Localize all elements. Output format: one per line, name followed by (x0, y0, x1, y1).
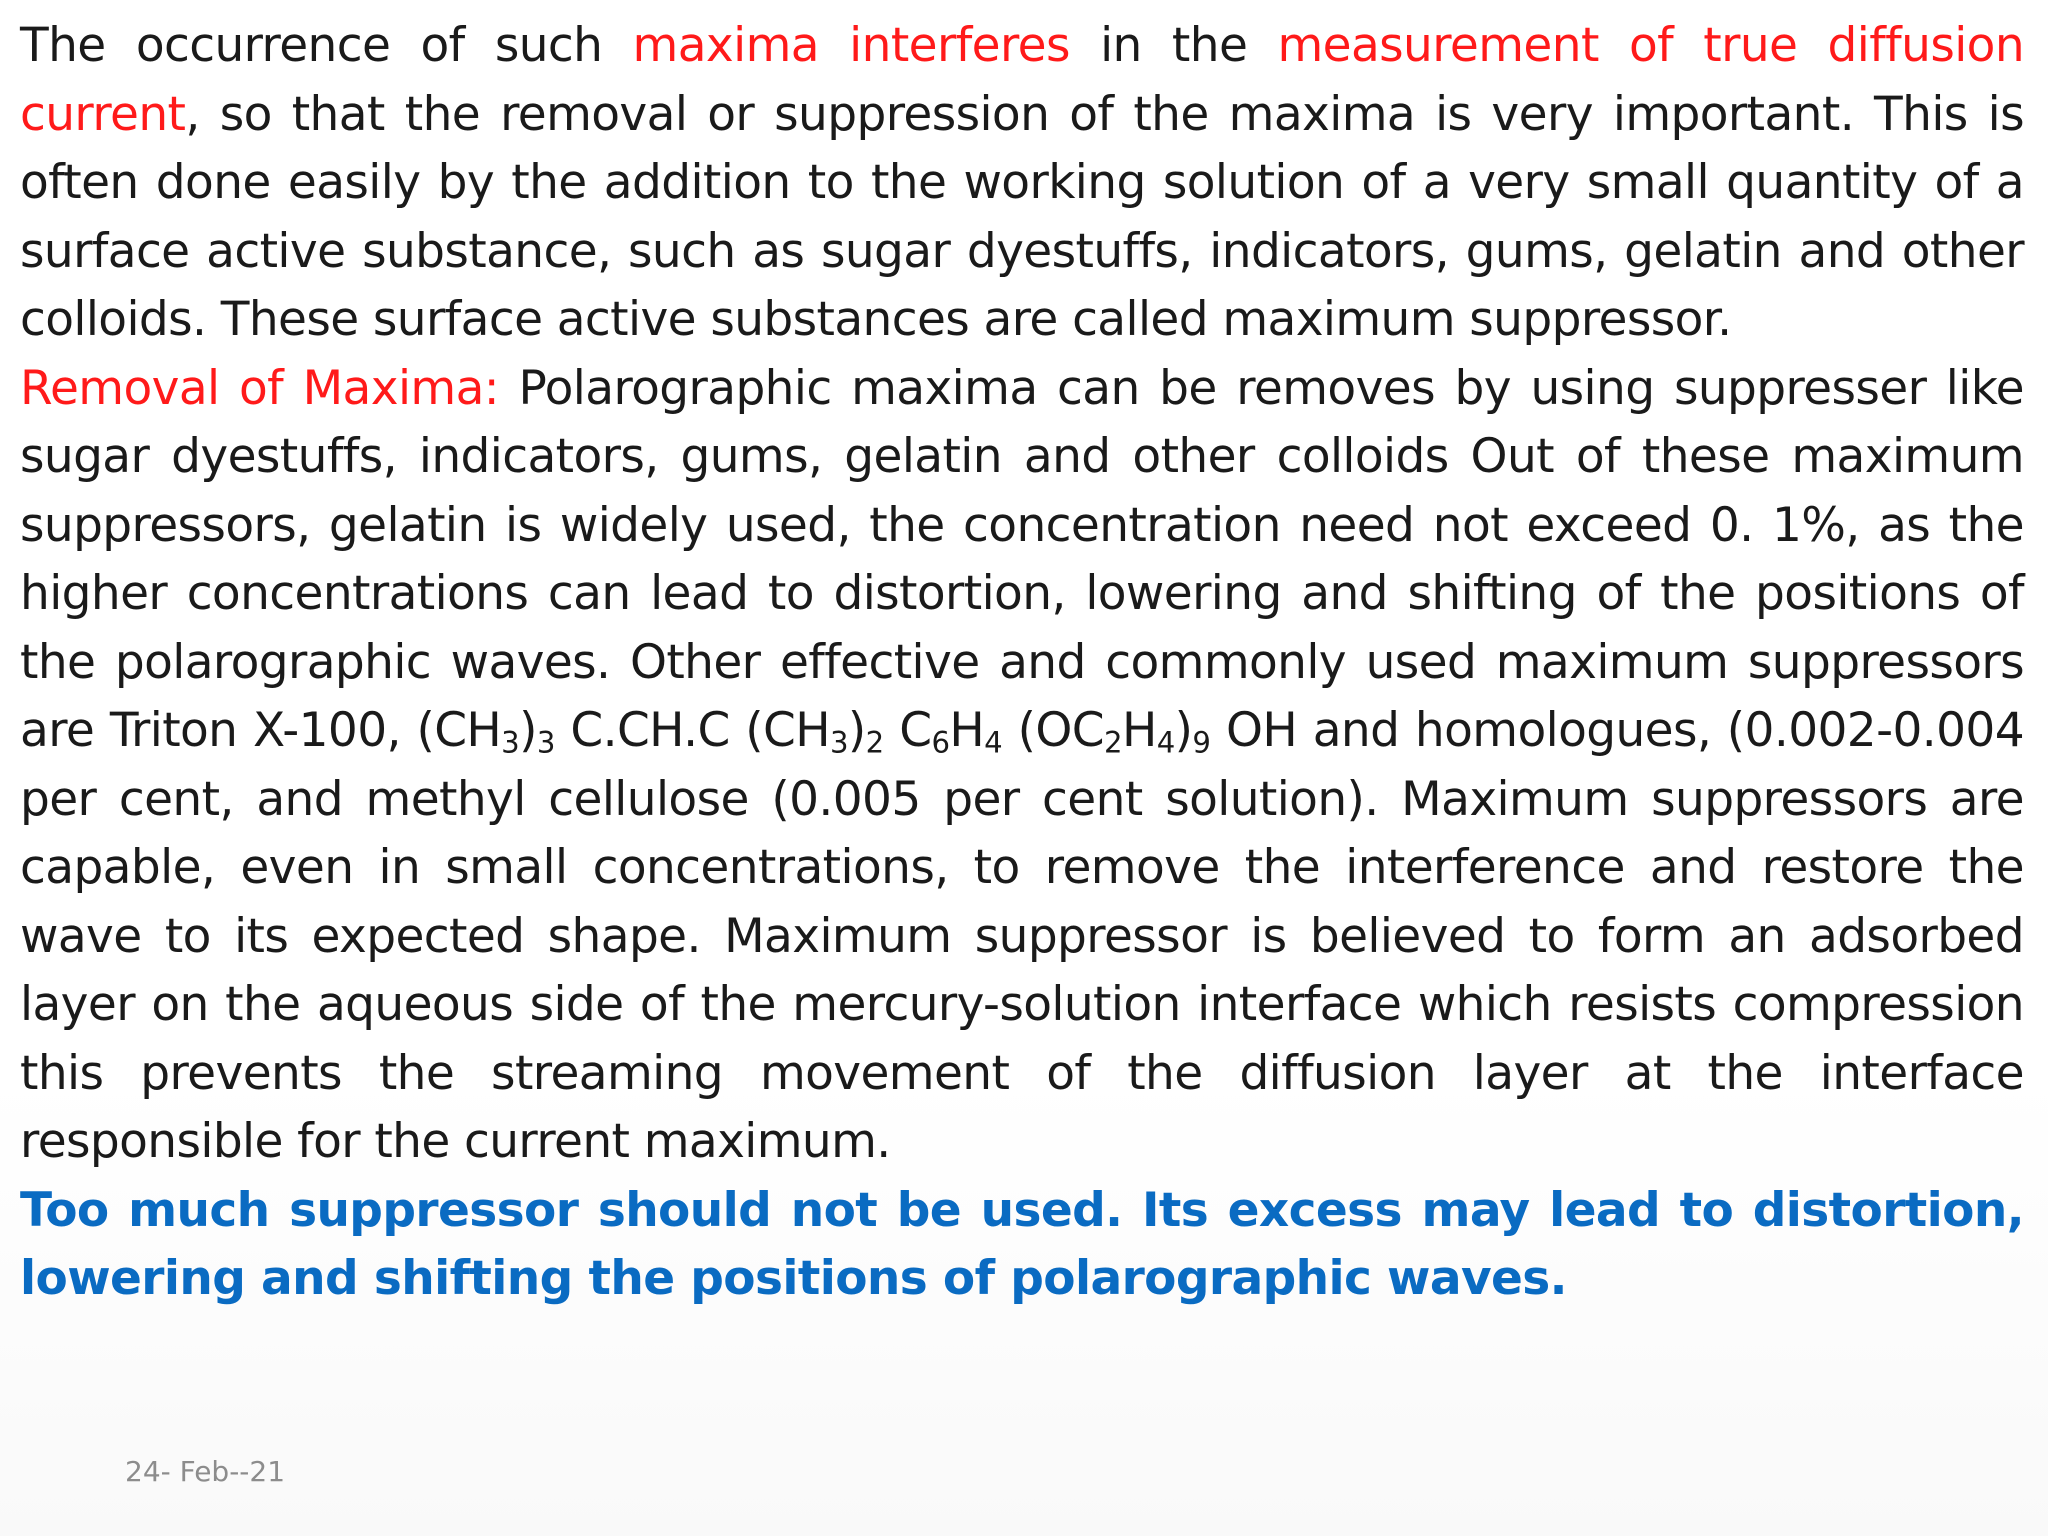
text-run: in the (1069, 18, 1278, 73)
subscript: 2 (865, 725, 884, 760)
paragraph-suppressor-warning: Too much suppressor should not be used. Its excess may lead to distortion, lowering and shifting the positions of polarographic waves. (20, 1182, 2024, 1306)
subscript: 3 (829, 725, 848, 760)
text-run: H (949, 703, 985, 758)
subscript: 6 (931, 725, 950, 760)
subscript: 9 (1192, 725, 1211, 760)
text-run: OH and homologues, (0.002-0.004 per cent, and methyl cellulose (0.005 per cent solution). Maximum suppressors are capable, even in small concentrations, to remove the interference and restore the wave to its expected shape. Maximum suppressor is believed to form an adsorbed layer on the aqueous side of the mercury-solution interface which resists compression this prevents the streaming movement of the diffusion layer at the interface responsible for the current maximum. (20, 703, 2025, 1169)
text-run: The occurrence of such (20, 18, 633, 73)
text-run: ) (847, 703, 866, 758)
footer-date: 24- Feb--21 (125, 1455, 286, 1488)
subscript: 4 (984, 725, 1003, 760)
paragraph-removal-of-maxima (20, 355, 2024, 1177)
highlight-maxima-interferes: maxima interferes (632, 18, 1070, 73)
subscript: 3 (536, 725, 555, 760)
slide-body (20, 12, 2024, 1314)
text-run: (OC (1002, 703, 1105, 758)
highlight-measurement-of-current: measurement of true diffusion current (20, 18, 2025, 142)
text-run: , so that the removal or suppression of the maxima is very important. This is often done easily by the addition to the working solution of a very small quantity of a surface active substance, such as sugar dyestuffs, indicators, gums, gelatin and other colloids. These surface active substances are called maximum suppressor. (20, 86, 2024, 347)
subscript: 2 (1104, 725, 1122, 760)
text-run: H (1121, 703, 1157, 758)
subscript: 3 (501, 725, 520, 760)
text-run: C.CH.C (CH (554, 703, 830, 758)
paragraph-maxima-interference (20, 12, 2024, 355)
text-run: C (883, 703, 932, 758)
text-run: Polarographic maxima can be removes by using suppresser like sugar dyestuffs, indicators, gums, gelatin and other colloids Out of these maximum suppressors, gelatin is widely used, the concentration need not exceed 0. 1%, as the higher concentrations can lead to distortion, lowering and shifting of the positions of the polarographic waves. Other effective and commonly used maximum suppressors are Triton X-100, (CH (20, 360, 2024, 758)
subscript: 4 (1156, 725, 1175, 760)
text-run: ) (1174, 703, 1193, 758)
text-run: ) (519, 703, 537, 758)
heading-removal-of-maxima: Removal of Maxima: (20, 360, 500, 416)
